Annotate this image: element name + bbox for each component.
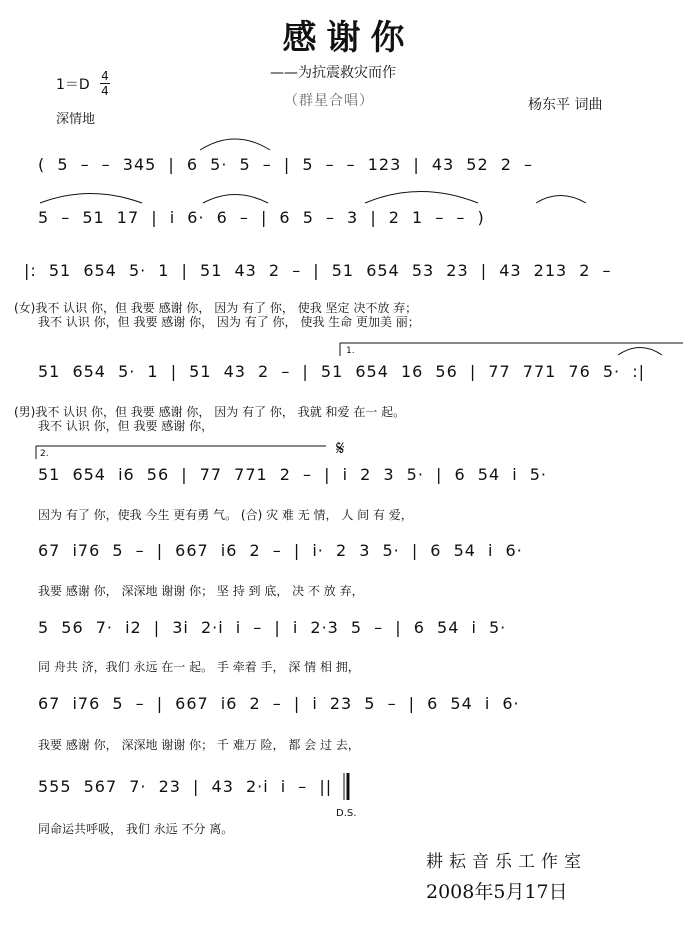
slur-4: [365, 192, 478, 204]
lyric-line: 因为 有了 你，使我 今生 更有勇 气。 (合) 灾 难 无 情， 人 间 有 爱，: [38, 508, 413, 522]
segno-sign: 𝄋: [336, 436, 345, 460]
lyric-line: (男)我不 认识 你，但 我要 感谢 你， 因为 有了 你， 我就 和爱 在一 起。: [14, 405, 406, 419]
notation-text: 51 654 i6 56 | 77 771 2 – | i 2 3 5· | 6 54 i 5·: [38, 465, 547, 484]
lyric-line: 我不 认识 你，但 我要 感谢 你，: [38, 419, 214, 433]
lyric-line: (女)我不 认识 你，但 我要 感谢 你， 因为 有了 你， 使我 坚定 决不放 弃；: [14, 301, 418, 315]
lyric-line: 我要 感谢 你， 深深地 谢谢 你； 坚 持 到 底， 决 不 放 弃，: [38, 584, 364, 598]
volta-first-label: 1.: [346, 346, 355, 356]
notation-text: ( 5 – – 345 | 6 5· 5 – | 5 – – 123 | 43 52 2 –: [38, 155, 534, 174]
slur-1: [200, 139, 270, 150]
slur-5: [536, 196, 586, 204]
slur-6: [618, 348, 662, 356]
notation-text: |: 51 654 5· 1 | 51 43 2 – | 51 654 53 23 | 43 213 2 –: [24, 261, 612, 280]
song-title: 感谢你: [282, 18, 415, 58]
key-signature: 1＝D: [56, 77, 90, 93]
meter-top: 4: [101, 69, 109, 83]
lyric-line: 同 舟共 济，我们 永远 在一 起。 手 牵着 手， 深 情 相 拥，: [38, 660, 360, 674]
signature-date: 2008年5月17日: [426, 881, 568, 903]
notation-text: 5 – 51 17 | i 6· 6 – | 6 5 – 3 | 2 1 – – ): [38, 208, 485, 227]
slur-3: [203, 195, 268, 204]
song-subtitle: ——为抗震救灾而作: [270, 65, 396, 81]
notation-text: 5 56 7· i2 | 3i 2·i i – | i 2·3 5 – | 6 54 i 5·: [38, 618, 507, 637]
ds-mark: D.S.: [336, 808, 357, 819]
author-credit: 杨东平 词曲: [528, 97, 603, 113]
expression-mark: 深情地: [56, 112, 96, 127]
meter-bottom: 4: [101, 84, 109, 98]
notation-text: 67 i76 5 – | 667 i6 2 – | i· 2 3 5· | 6 54 i 6·: [38, 541, 523, 560]
notation-text: 51 654 5· 1 | 51 43 2 – | 51 654 16 56 | 77 771 76 5· :|: [38, 362, 645, 381]
lyric-line: 我要 感谢 你， 深深地 谢谢 你； 千 难万 险， 都 会 过 去，: [38, 738, 360, 752]
notation-text: 555 567 7· 23 | 43 2·i i – ||: [38, 777, 333, 796]
lyric-line: 同命运共呼吸， 我们 永远 不分 离。: [38, 822, 234, 836]
studio-signature: 耕耘音乐工作室: [426, 852, 587, 872]
volta-second-label: 2.: [40, 449, 49, 459]
lyric-line: 我不 认识 你，但 我要 感谢 你， 因为 有了 你， 使我 生命 更加美 丽；: [38, 315, 420, 329]
slur-2: [40, 194, 142, 204]
performance-note: （群星合唱）: [284, 93, 374, 109]
notation-text: 67 i76 5 – | 667 i6 2 – | i 23 5 – | 6 54 i 6·: [38, 694, 520, 713]
